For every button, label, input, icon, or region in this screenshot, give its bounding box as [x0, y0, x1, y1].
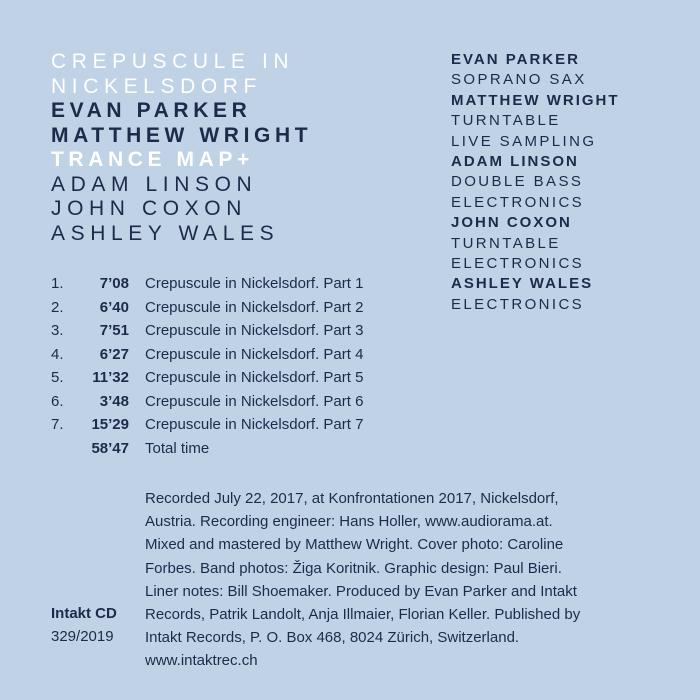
track-number: 7.	[51, 416, 64, 433]
track-title: Crepuscule in Nickelsdorf. Part 3	[145, 322, 364, 339]
album-title-line-1: CREPUSCULE IN	[51, 50, 295, 73]
artist-evan-parker: EVAN PARKER	[51, 99, 252, 122]
recording-notes	[145, 487, 580, 673]
track-title: Crepuscule in Nickelsdorf. Part 6	[145, 392, 364, 410]
catalog-label: Intakt CD	[51, 605, 117, 622]
track-duration: 3’48	[99, 392, 129, 410]
credit-name: EVAN PARKER	[451, 51, 580, 68]
track-duration: 15’29	[91, 416, 129, 433]
notes-line: Recorded July 22, 2017, at Konfrontationen 2017, Nickelsdorf,	[145, 490, 559, 507]
credit-name: MATTHEW WRIGHT	[451, 91, 620, 109]
title-block	[51, 50, 312, 246]
track-title: Crepuscule in Nickelsdorf. Part 4	[145, 345, 364, 363]
notes-line: Liner notes: Bill Shoemaker. Produced by Evan Parker and Intakt	[145, 582, 577, 600]
catalog-info	[51, 602, 117, 648]
track-number: 6.	[51, 392, 64, 410]
credit-role: ELECTRONICS	[451, 295, 585, 313]
track-number: 1.	[51, 275, 64, 292]
notes-line: Intakt Records, P. O. Box 468, 8024 Zürich, Switzerland.	[145, 629, 520, 647]
track-title: Crepuscule in Nickelsdorf. Part 1	[145, 275, 364, 292]
credit-role: TURNTABLE	[451, 112, 561, 130]
notes-line: Records, Patrik Landolt, Anja Illmaier, Florian Keller. Published by	[145, 606, 581, 624]
album-title-line-2: NICKELSDORF	[51, 74, 262, 98]
credit-role: TURNTABLE	[451, 234, 561, 252]
credit-role: LIVE SAMPLING	[451, 132, 597, 150]
artist-john-coxon: JOHN COXON	[51, 197, 248, 220]
track-number: 2.	[51, 298, 64, 316]
track-duration: 6’27	[99, 345, 129, 363]
artist-adam-linson: ADAM LINSON	[51, 172, 258, 196]
credit-name: JOHN COXON	[451, 214, 572, 232]
notes-line: Mixed and mastered by Matthew Wright. Cover photo: Caroline	[145, 536, 564, 554]
track-duration: 7’08	[99, 275, 129, 292]
track-title: Crepuscule in Nickelsdorf. Part 7	[145, 416, 364, 433]
track-duration: 6’40	[99, 298, 129, 316]
website-link[interactable]: www.intaktrec.ch	[145, 652, 258, 670]
credit-name: ASHLEY WALES	[451, 275, 594, 293]
total-duration: 58’47	[91, 439, 129, 457]
credit-name: ADAM LINSON	[451, 153, 579, 171]
track-number: 4.	[51, 345, 64, 363]
credit-role: ELECTRONICS	[451, 193, 585, 211]
track-number: 3.	[51, 322, 64, 339]
track-number: 5.	[51, 369, 64, 386]
total-time-label: Total time	[145, 439, 210, 457]
notes-line: Austria. Recording engineer: Hans Holler, www.audiorama.at.	[145, 513, 553, 531]
credit-role: SOPRANO SAX	[451, 71, 587, 89]
artist-matthew-wright: MATTHEW WRIGHT	[51, 123, 313, 147]
credit-role: DOUBLE BASS	[451, 173, 584, 191]
track-duration: 11’32	[92, 369, 129, 386]
artist-ashley-wales: ASHLEY WALES	[51, 221, 280, 245]
track-title: Crepuscule in Nickelsdorf. Part 2	[145, 298, 364, 316]
personnel-credits	[451, 50, 620, 315]
track-title: Crepuscule in Nickelsdorf. Part 5	[145, 369, 364, 386]
catalog-number: 329/2019	[51, 628, 114, 646]
track-duration: 7’51	[99, 322, 129, 339]
credit-role: ELECTRONICS	[451, 255, 585, 273]
project-trance-map: TRANCE MAP+	[51, 148, 254, 171]
notes-line: Forbes. Band photos: Žiga Koritnik. Graphic design: Paul Bieri.	[145, 559, 562, 577]
